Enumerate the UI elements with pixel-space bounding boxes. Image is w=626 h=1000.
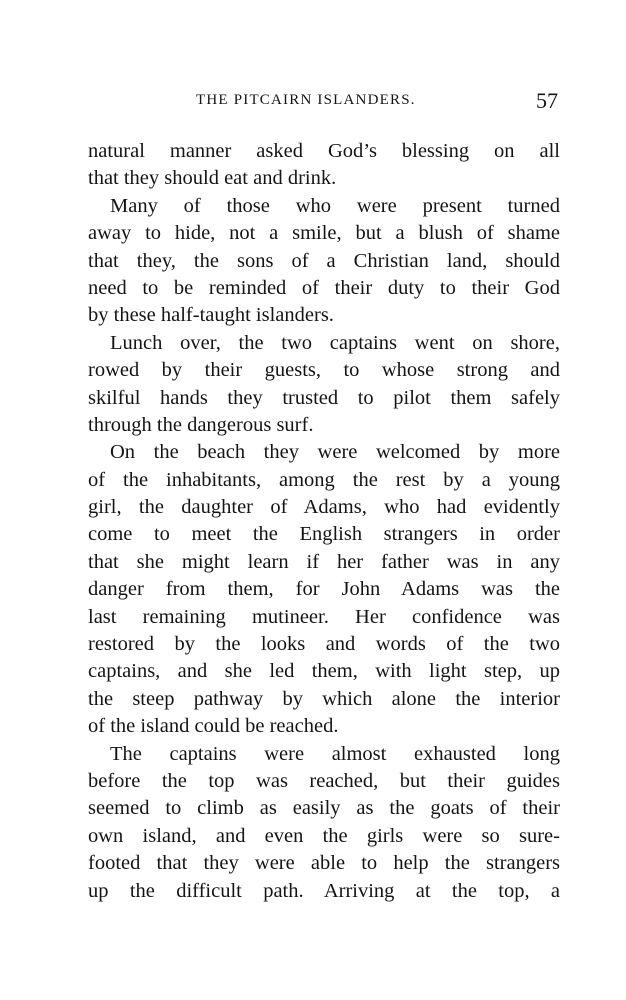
- paragraph: [88, 439, 560, 740]
- text-line: girl, the daughter of Adams, who had evidently: [88, 496, 560, 519]
- paragraph: [88, 330, 560, 440]
- text-line: own island, and even the girls were so sure-: [88, 824, 560, 847]
- text-line: natural manner asked God’s blessing on all: [88, 140, 560, 162]
- text-line: On the beach they were welcomed by more: [110, 441, 560, 464]
- text-line: of the island could be reached.: [88, 715, 339, 738]
- page-number: 57: [536, 88, 558, 113]
- text-line: danger from them, for John Adams was the: [88, 578, 560, 601]
- text-line: skilful hands they trusted to pilot them safely: [88, 386, 560, 409]
- text-line: Lunch over, the two captains went on shore,: [110, 331, 560, 354]
- body-text: [88, 138, 560, 905]
- text-line: before the top was reached, but their guides: [88, 769, 560, 792]
- text-line: restored by the looks and words of the two: [88, 633, 560, 656]
- text-line: that they, the sons of a Christian land, should: [88, 249, 560, 272]
- text-line: through the dangerous surf.: [88, 413, 314, 436]
- text-line: last remaining mutineer. Her confidence was: [88, 605, 560, 628]
- paragraph: [88, 741, 560, 905]
- text-line: The captains were almost exhausted long: [110, 742, 560, 765]
- text-line: that they should eat and drink.: [88, 167, 337, 190]
- text-line: away to hide, not a smile, but a blush of shame: [88, 222, 560, 245]
- text-line: that she might learn if her father was in any: [88, 550, 560, 573]
- text-line: up the difficult path. Arriving at the top, a: [88, 879, 560, 902]
- text-line: of the inhabitants, among the rest by a young: [88, 468, 560, 491]
- paragraph: [88, 193, 560, 330]
- running-head: [88, 88, 564, 116]
- running-title: THE PITCAIRN ISLANDERS.: [196, 92, 416, 108]
- text-line: by these half-taught islanders.: [88, 304, 334, 327]
- paragraph: [88, 138, 560, 193]
- text-line: need to be reminded of their duty to their God: [88, 276, 560, 299]
- text-line: come to meet the English strangers in order: [88, 523, 560, 546]
- text-line: captains, and she led them, with light step, up: [88, 660, 560, 683]
- text-line: rowed by their guests, to whose strong and: [88, 359, 560, 382]
- text-line: Many of those who were present turned: [110, 194, 560, 217]
- text-line: seemed to climb as easily as the goats of their: [88, 797, 560, 820]
- text-line: footed that they were able to help the strangers: [88, 852, 560, 875]
- text-line: the steep pathway by which alone the interior: [88, 687, 560, 710]
